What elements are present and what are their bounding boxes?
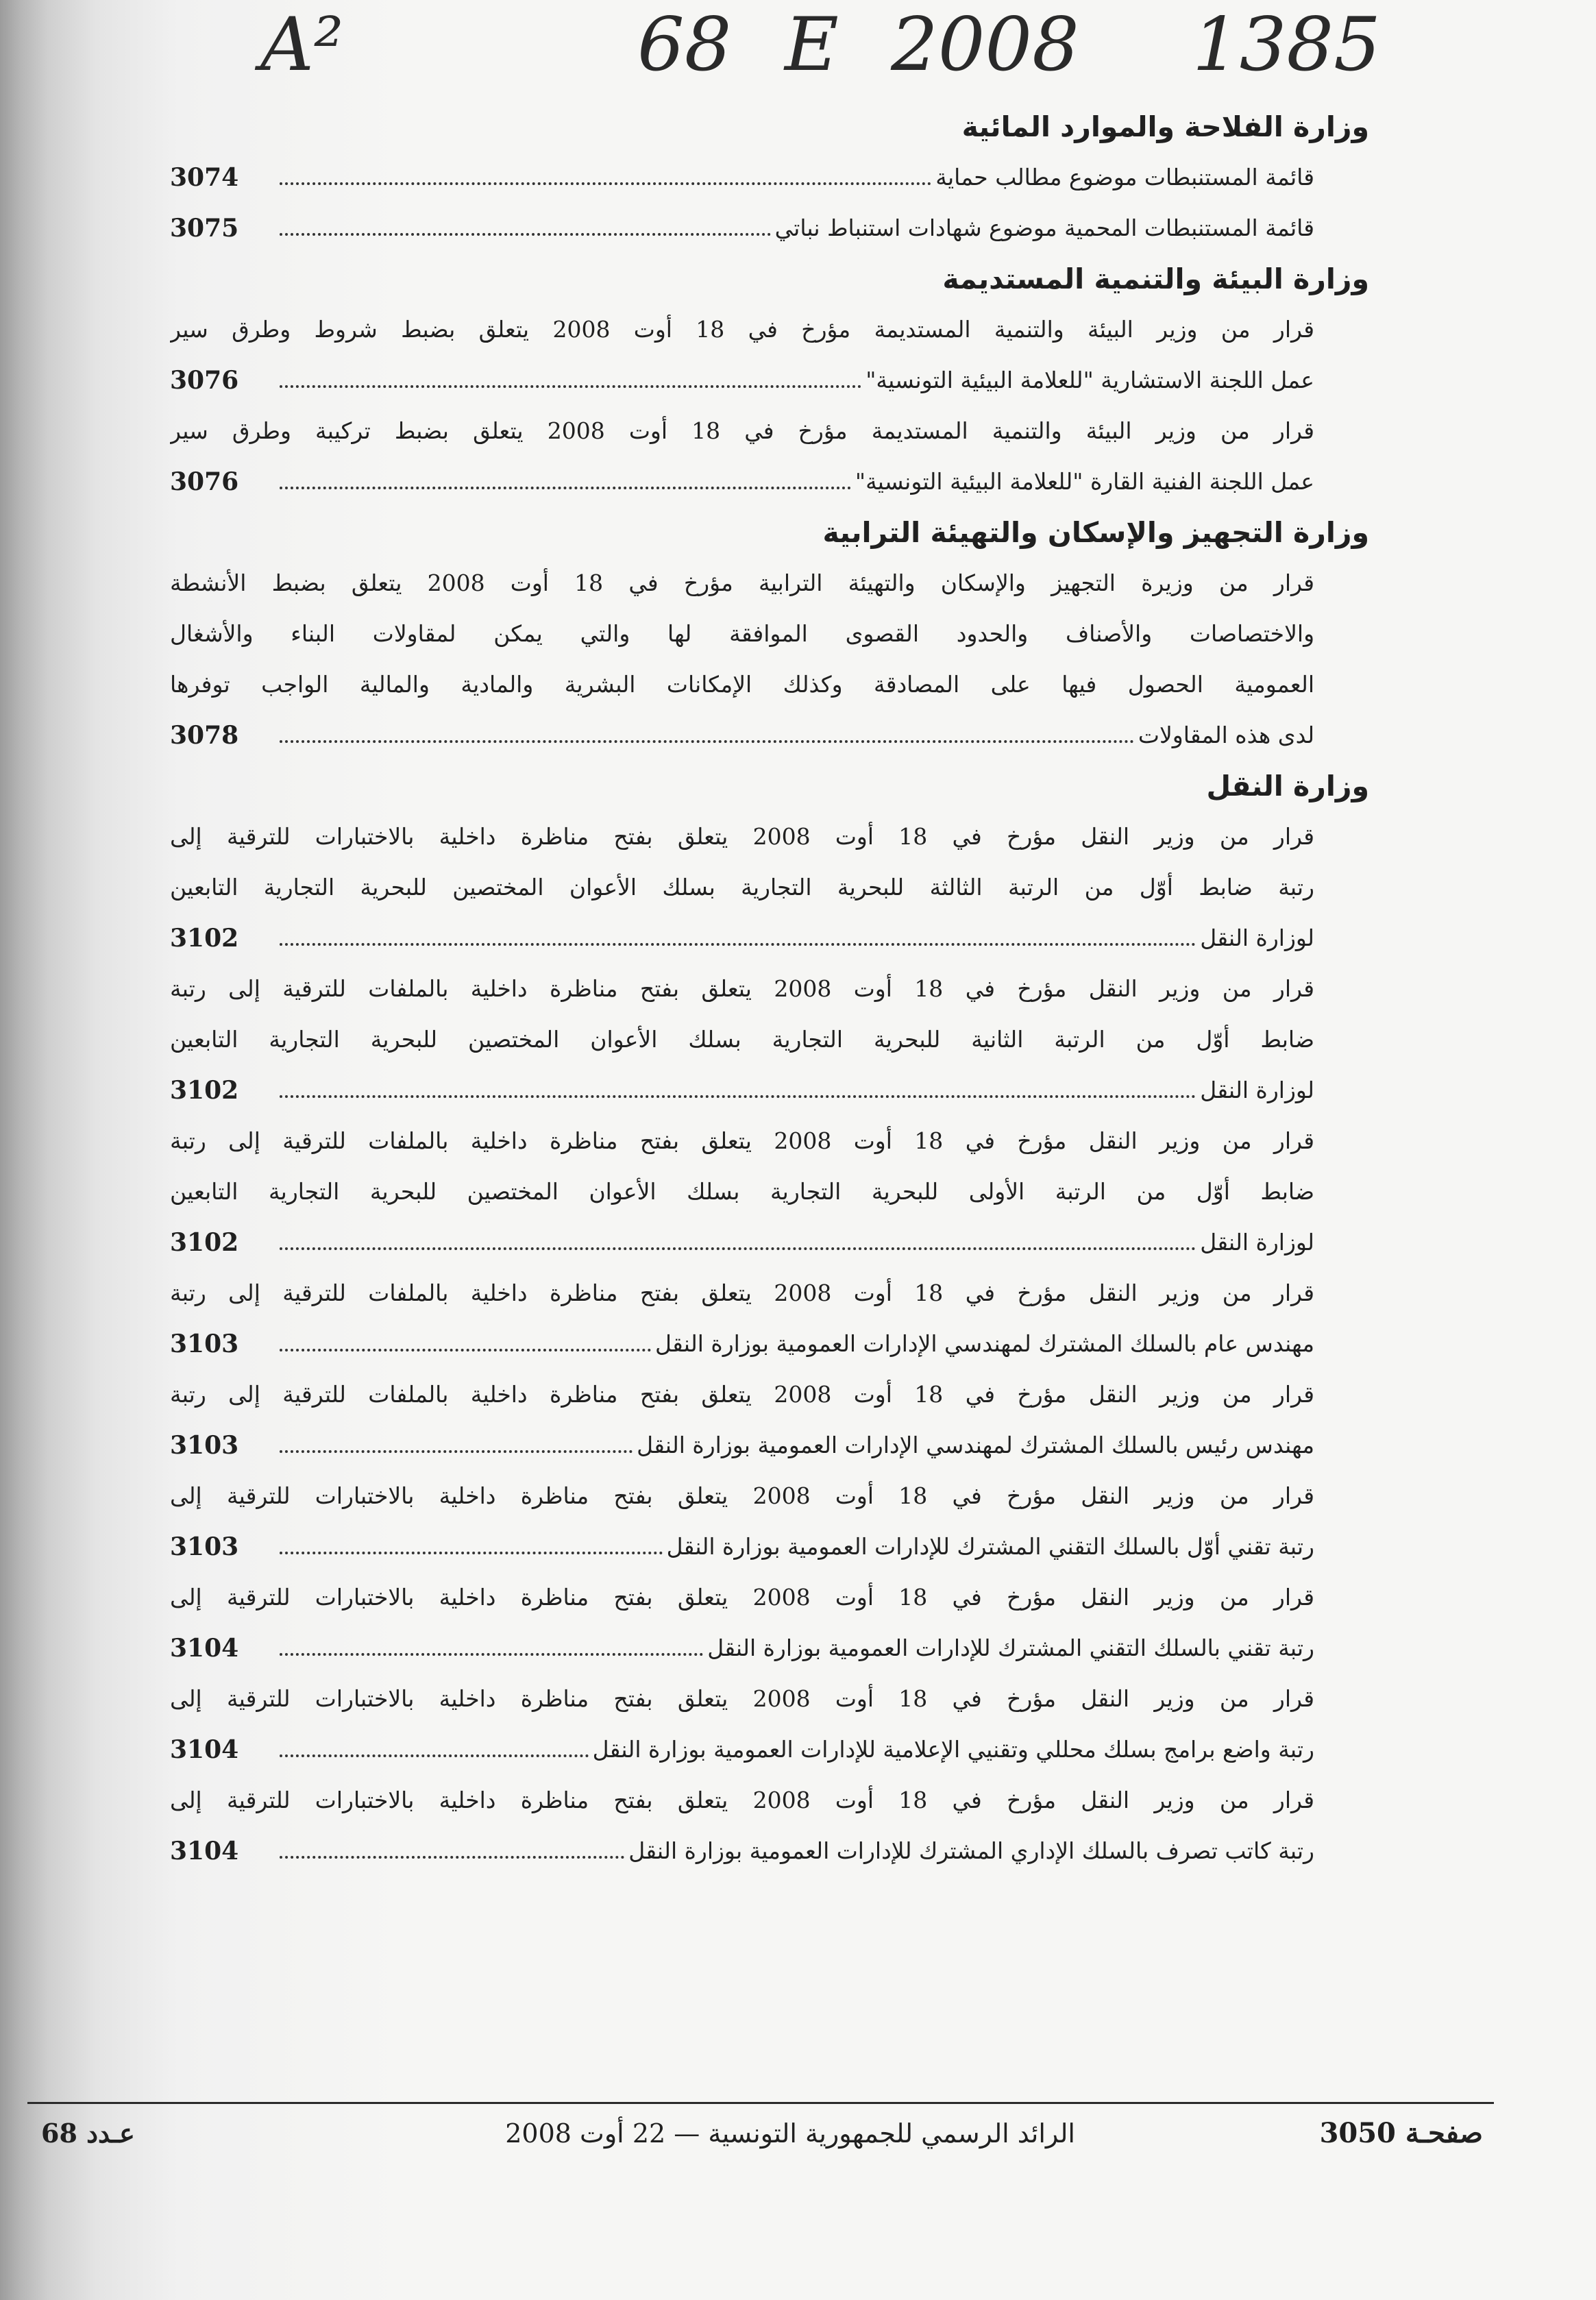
entry-final-line <box>170 152 1314 203</box>
entry-text-line: قرار من وزير النقل مؤرخ في 18 أوت 2008 يتعلق بفتح مناظرة داخلية بالاختبارات للترقية إلى <box>170 1482 1314 1509</box>
toc-entry <box>170 964 1314 1116</box>
page-number: 3104 <box>170 1735 239 1764</box>
entry-text-line: قرار من وزير النقل مؤرخ في 18 أوت 2008 يتعلق بفتح مناظرة داخلية بالملفات للترقية إلى رتبة <box>170 1127 1314 1154</box>
dot-leader <box>280 182 931 185</box>
entry-final-line <box>170 1724 1314 1775</box>
page-number: 3103 <box>170 1532 239 1561</box>
entry-final-text: مهندس عام بالسلك المشترك لمهندسي الإدارات العمومية بوزارة النقل <box>655 1330 1314 1357</box>
toc-entry <box>170 152 1314 203</box>
entry-final-line <box>170 456 1314 507</box>
dot-leader <box>280 385 861 388</box>
dot-leader <box>280 1754 589 1757</box>
entry-text-line: العمومية الحصول فيها على المصادقة وكذلك الإمكانات البشرية والمادية والمالية الواجب توفرها <box>170 671 1314 698</box>
section-title: وزارة التجهيز والإسكان والتهيئة الترابية <box>822 516 1369 549</box>
toc-section <box>170 101 1369 254</box>
handwritten-note-68: 68 <box>637 2 732 88</box>
page-number: 3102 <box>170 924 239 953</box>
entry-text-line: قرار من وزير البيئة والتنمية المستديمة مؤرخ في 18 أوت 2008 يتعلق بضبط شروط وطرق سير <box>170 316 1314 343</box>
toc-entry <box>170 1116 1314 1268</box>
entry-final-line <box>170 355 1314 406</box>
page-number: 3103 <box>170 1431 239 1460</box>
section-title: وزارة النقل <box>1206 770 1369 803</box>
entry-final-text: رتبة كاتب تصرف بالسلك الإداري المشترك للإدارات العمومية بوزارة النقل <box>628 1837 1314 1864</box>
entry-text-line: قرار من وزير النقل مؤرخ في 18 أوت 2008 يتعلق بفتح مناظرة داخلية بالملفات للترقية إلى رتبة <box>170 975 1314 1002</box>
entry-final-line <box>170 203 1314 254</box>
dot-leader <box>280 1349 651 1351</box>
entry-final-text: رتبة تقني بالسلك التقني المشترك للإدارات العمومية بوزارة النقل <box>707 1635 1314 1661</box>
toc-entry <box>170 1471 1314 1572</box>
dot-leader <box>280 1856 624 1859</box>
page-number: 3075 <box>170 214 239 243</box>
entry-final-line <box>170 1065 1314 1116</box>
footer-page-label: صفحـة 3050 <box>1319 2117 1483 2149</box>
dot-leader <box>280 1450 633 1453</box>
entry-final-text: رتبة واضع برامج بسلك محللي وتقنيي الإعلامية للإدارات العمومية بوزارة النقل <box>592 1736 1314 1763</box>
dot-leader <box>280 487 851 489</box>
entry-final-text: عمل اللجنة الاستشارية "للعلامة البيئية التونسية" <box>865 367 1314 393</box>
toc-section <box>170 761 1369 1876</box>
toc-entry <box>170 1674 1314 1775</box>
toc-entry <box>170 406 1314 507</box>
toc-entry <box>170 203 1314 254</box>
entry-final-line <box>170 1217 1314 1268</box>
entry-final-line <box>170 1521 1314 1572</box>
toc-entry <box>170 558 1314 761</box>
entry-final-text: قائمة المستنبطات المحمية موضوع شهادات استنباط نباتي <box>774 215 1314 241</box>
entry-text-line: ضابط أوّل من الرتبة الثانية للبحرية التجارية بسلك الأعوان المختصين للبحرية التجارية التابعين <box>170 1026 1314 1053</box>
entry-final-text: عمل اللجنة الفنية القارة "للعلامة البيئية التونسية" <box>855 468 1314 495</box>
page-number: 3104 <box>170 1634 239 1663</box>
page-number: 3076 <box>170 366 239 395</box>
dot-leader <box>280 1552 663 1554</box>
entry-final-line <box>170 710 1314 761</box>
entry-final-line <box>170 1420 1314 1471</box>
entry-text-line: قرار من وزير النقل مؤرخ في 18 أوت 2008 يتعلق بفتح مناظرة داخلية بالاختبارات للترقية إلى <box>170 823 1314 850</box>
footer-divider <box>27 2102 1494 2104</box>
page-number: 3104 <box>170 1837 239 1865</box>
toc-entry <box>170 1268 1314 1369</box>
footer-issue-number: عـدد 68 <box>41 2118 135 2149</box>
dot-leader <box>280 943 1196 946</box>
handwritten-ref: A² <box>260 2 344 88</box>
toc-section <box>170 254 1369 507</box>
toc-entry <box>170 1369 1314 1471</box>
page-number: 3076 <box>170 467 239 496</box>
entry-text-line: قرار من وزير البيئة والتنمية المستديمة مؤرخ في 18 أوت 2008 يتعلق بضبط تركيبة وطرق سير <box>170 417 1314 444</box>
handwritten-note-e: E <box>785 2 839 88</box>
entry-text-line: ضابط أوّل من الرتبة الأولى للبحرية التجارية بسلك الأعوان المختصين للبحرية التجارية التابعين <box>170 1178 1314 1205</box>
section-title: وزارة البيئة والتنمية المستديمة <box>942 262 1369 295</box>
footer-journal-title: الرائد الرسمي للجمهورية التونسية — 22 أوت 2008 <box>505 2118 1075 2149</box>
page-number: 3078 <box>170 721 239 750</box>
handwritten-note-1385: 1385 <box>1192 2 1381 88</box>
page-number: 3102 <box>170 1228 239 1257</box>
entry-text-line: قرار من وزير النقل مؤرخ في 18 أوت 2008 يتعلق بفتح مناظرة داخلية بالاختبارات للترقية إلى <box>170 1685 1314 1712</box>
toc-entry <box>170 304 1314 406</box>
entry-text-line: قرار من وزير النقل مؤرخ في 18 أوت 2008 يتعلق بفتح مناظرة داخلية بالاختبارات للترقية إلى <box>170 1787 1314 1813</box>
page-number: 3103 <box>170 1330 239 1358</box>
toc-entry <box>170 811 1314 964</box>
page-number: 3102 <box>170 1076 239 1105</box>
page-number: 3074 <box>170 163 239 192</box>
section-title: وزارة الفلاحة والموارد المائية <box>961 110 1369 143</box>
entry-text-line: قرار من وزيرة التجهيز والإسكان والتهيئة الترابية مؤرخ في 18 أوت 2008 يتعلق بضبط الأنشطة <box>170 570 1314 596</box>
entry-final-text: لوزارة النقل <box>1200 1077 1314 1103</box>
entry-final-line <box>170 913 1314 964</box>
entry-final-line <box>170 1826 1314 1876</box>
entry-text-line: قرار من وزير النقل مؤرخ في 18 أوت 2008 يتعلق بفتح مناظرة داخلية بالاختبارات للترقية إلى <box>170 1584 1314 1611</box>
entry-final-line <box>170 1319 1314 1369</box>
entry-text-line: قرار من وزير النقل مؤرخ في 18 أوت 2008 يتعلق بفتح مناظرة داخلية بالملفات للترقية إلى رتبة <box>170 1280 1314 1306</box>
entry-final-text: مهندس رئيس بالسلك المشترك لمهندسي الإدارات العمومية بوزارة النقل <box>637 1432 1314 1458</box>
handwritten-note-year: 2008 <box>891 2 1079 88</box>
toc-entry <box>170 1572 1314 1674</box>
dot-leader <box>280 1653 703 1656</box>
dot-leader <box>280 1247 1196 1250</box>
toc-entry <box>170 1775 1314 1876</box>
dot-leader <box>280 233 771 236</box>
entry-final-text: لدى هذه المقاولات <box>1138 722 1314 748</box>
toc-section <box>170 507 1369 761</box>
entry-final-text: لوزارة النقل <box>1200 925 1314 951</box>
entry-final-line <box>170 1623 1314 1674</box>
entry-final-text: رتبة تقني أوّل بالسلك التقني المشترك للإدارات العمومية بوزارة النقل <box>666 1533 1314 1560</box>
entry-text-line: قرار من وزير النقل مؤرخ في 18 أوت 2008 يتعلق بفتح مناظرة داخلية بالملفات للترقية إلى رتبة <box>170 1381 1314 1408</box>
dot-leader <box>280 1095 1196 1098</box>
dot-leader <box>280 740 1134 743</box>
entry-final-text: لوزارة النقل <box>1200 1229 1314 1256</box>
entry-text-line: والاختصاصات والأصناف والحدود القصوى الموافقة لها والتي يمكن لمقاولات البناء والأشغال <box>170 620 1314 647</box>
entry-final-text: قائمة المستنبطات موضوع مطالب حماية <box>935 164 1314 191</box>
table-of-contents <box>170 101 1369 1876</box>
entry-text-line: رتبة ضابط أوّل من الرتبة الثالثة للبحرية التجارية بسلك الأعوان المختصين للبحرية التجارية التابعين <box>170 874 1314 901</box>
